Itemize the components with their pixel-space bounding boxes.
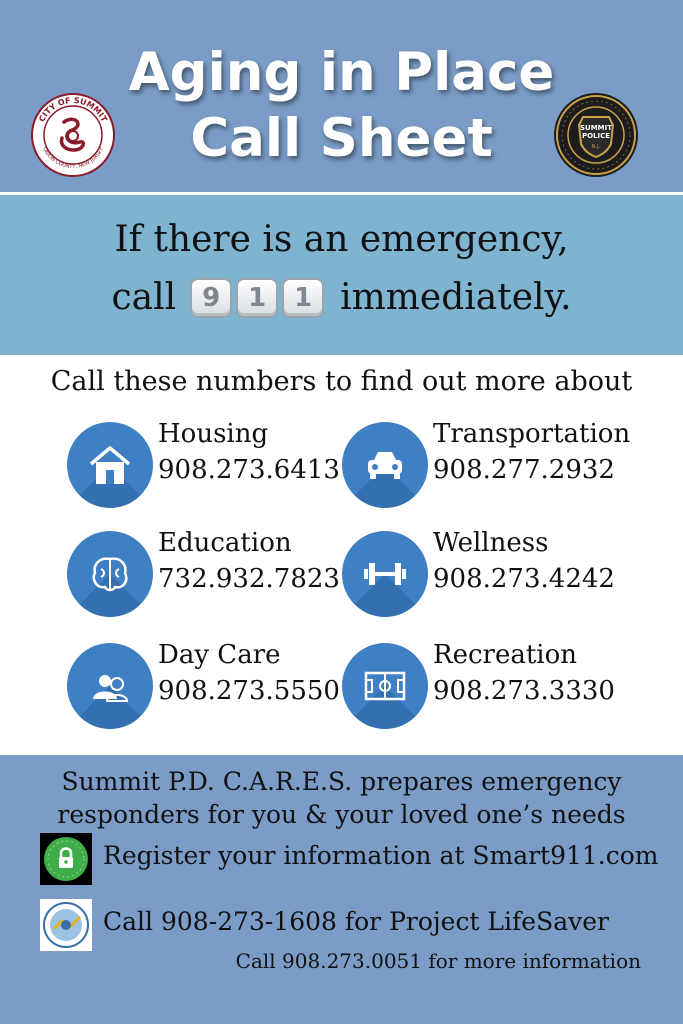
service-label: Housing <box>158 419 269 449</box>
service-label: Transportation <box>433 419 631 449</box>
project-lifesaver-logo-icon <box>40 899 92 951</box>
emergency-call-word: call <box>111 277 177 318</box>
emergency-immediately: immediately. <box>340 277 572 318</box>
people-icon <box>67 643 153 729</box>
key-1-second: 1 <box>282 278 324 318</box>
key-9: 9 <box>190 278 232 318</box>
cares-line-1: Summit P.D. C.A.R.E.S. prepares emergency <box>61 767 622 796</box>
title-line-2: Call Sheet <box>190 108 493 169</box>
service-label: Recreation <box>433 640 578 670</box>
service-label: Wellness <box>433 528 549 558</box>
field-icon <box>342 643 428 729</box>
service-phone: 908.273.6413 <box>158 455 340 485</box>
service-label: Day Care <box>158 640 281 670</box>
service-wellness <box>342 528 642 621</box>
services-intro: Call these numbers to find out more about <box>50 366 633 397</box>
summit-police-seal <box>553 92 639 178</box>
smart911-logo-icon <box>40 833 92 885</box>
dumbbell-icon <box>342 531 428 617</box>
title-line-1: Aging in Place <box>128 42 555 103</box>
footer <box>0 755 683 1024</box>
brain-icon <box>67 531 153 617</box>
service-label: Education <box>158 528 292 558</box>
service-education <box>67 528 367 621</box>
svg-text:UNION COUNTY, NEW JERSEY: UNION COUNTY, NEW JERSEY <box>40 146 106 171</box>
service-phone: 908.273.5550 <box>158 676 340 706</box>
more-info-text: Call 908.273.0051 for more information <box>235 949 641 973</box>
header <box>0 0 683 192</box>
lifesaver-text: Call 908-273-1608 for Project LifeSaver <box>103 907 609 936</box>
service-transportation <box>342 419 642 512</box>
service-phone: 732.932.7823 <box>158 564 340 594</box>
emergency-line-2 <box>0 277 683 318</box>
emergency-line-1: If there is an emergency, <box>114 219 569 260</box>
house-icon <box>67 422 153 508</box>
smart911-text: Register your information at Smart911.com <box>103 841 659 870</box>
911-keys <box>190 278 324 318</box>
service-housing <box>67 419 367 512</box>
service-recreation <box>342 640 642 733</box>
service-day-care <box>67 640 367 733</box>
cares-line-2: responders for you & your loved one’s needs <box>57 800 626 829</box>
police-seal-text-1: SUMMIT <box>579 124 613 132</box>
service-phone: 908.277.2932 <box>433 455 615 485</box>
service-phone: 908.273.3330 <box>433 676 615 706</box>
police-seal-text-2: POLICE <box>581 132 611 140</box>
key-1: 1 <box>236 278 278 318</box>
service-phone: 908.273.4242 <box>433 564 615 594</box>
emergency-banner <box>0 195 683 355</box>
city-of-summit-seal <box>30 92 116 178</box>
svg-text:CITY OF SUMMIT: CITY OF SUMMIT <box>37 95 109 124</box>
police-seal-state: N.J. <box>591 144 601 150</box>
services-section <box>0 355 683 755</box>
car-icon <box>342 422 428 508</box>
